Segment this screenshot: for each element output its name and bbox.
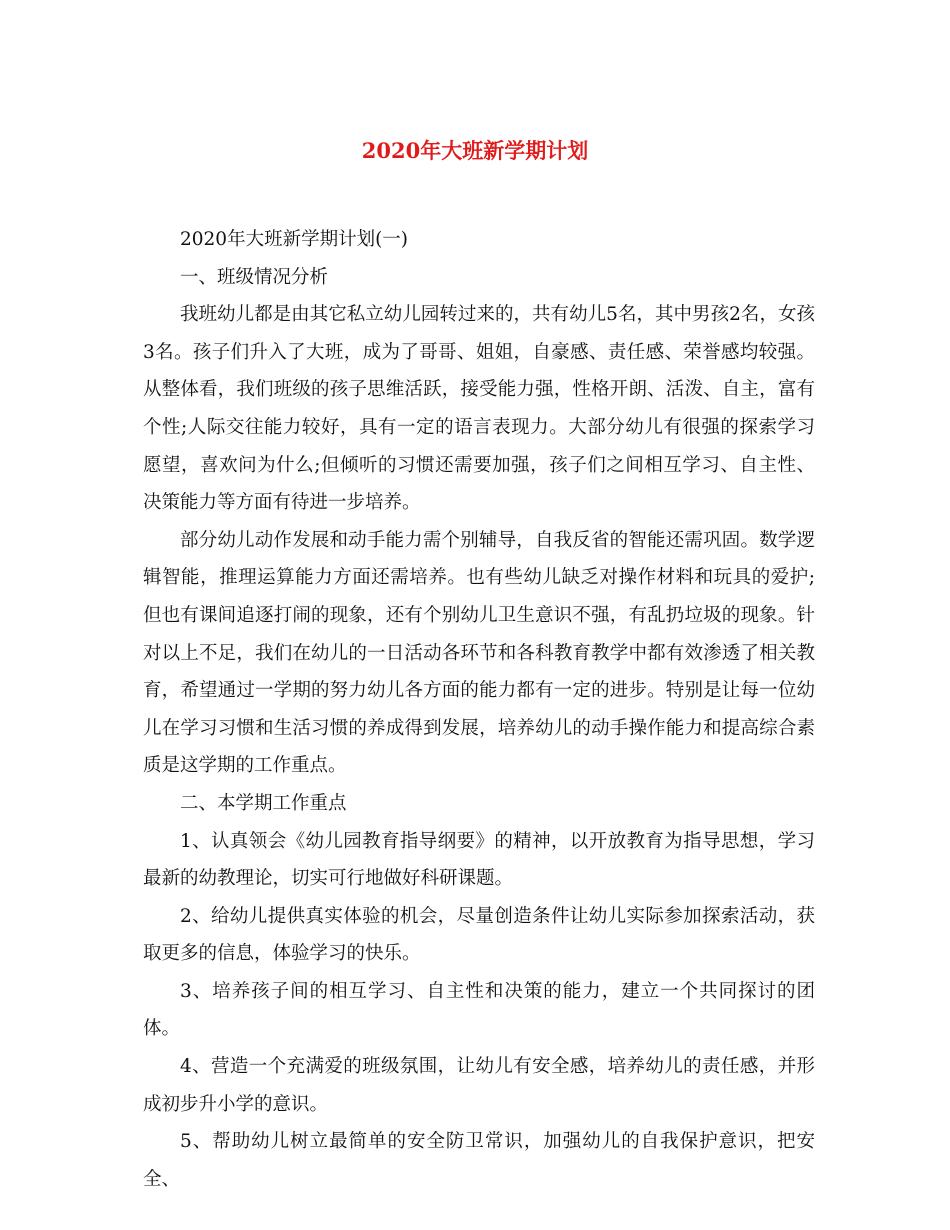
document-title: 2020年大班新学期计划 xyxy=(361,138,589,163)
list-item-3: 3、培养孩子间的相互学习、自主性和决策的能力，建立一个共同探讨的团体。 xyxy=(143,980,815,1040)
list-item-5: 5、帮助幼儿树立最简单的安全防卫常识，加强幼儿的自我保护意识，把安全、 xyxy=(143,1131,815,1190)
paragraph-subtitle: 2020年大班新学期计划(一) xyxy=(180,229,409,250)
document-body xyxy=(143,221,815,1198)
section-heading-work-focus: 二、本学期工作重点 xyxy=(180,792,347,814)
section-heading-class-analysis: 一、班级情况分析 xyxy=(180,266,329,288)
list-item-1: 1、认真领会《幼儿园教育指导纲要》的精神，以开放教育为指导思想，学习最新的幼教理论，切实可行地做好科研课题。 xyxy=(143,830,815,890)
list-item-4: 4、营造一个充满爱的班级氛围，让幼儿有安全感，培养幼儿的责任感，并形成初步升小学的意识。 xyxy=(143,1056,815,1115)
paragraph-shortcomings: 部分幼儿动作发展和动手能力需个别辅导，自我反省的智能还需巩固。数学逻辑智能，推理运算能力方面还需培养。也有些幼儿缺乏对操作材料和玩具的爱护;但也有课间追逐打闹的现象，还有个别幼儿卫生意识不强，有乱扔垃圾的现象。针对以上不足，我们在幼儿的一日活动各环节和各科教育教学中都有效渗透了相关教育，希望通过一学期的努力幼儿各方面的能力都有一定的进步。特别是让每一位幼儿在学习习惯和生活习惯的养成得到发展，培养幼儿的动手操作能力和提高综合素质是这学期的工作重点。 xyxy=(143,529,815,777)
list-item-2: 2、给幼儿提供真实体验的机会，尽量创造条件让幼儿实际参加探索活动，获取更多的信息，体验学习的快乐。 xyxy=(143,905,815,965)
paragraph-class-overview: 我班幼儿都是由其它私立幼儿园转过来的，共有幼儿5名，其中男孩2名，女孩3名。孩子们升入了大班，成为了哥哥、姐姐，自豪感、责任感、荣誉感均较强。从整体看，我们班级的孩子思维活跃，接受能力强，性格开朗、活泼、自主，富有个性;人际交往能力较好，具有一定的语言表现力。大部分幼儿有很强的探索学习愿望，喜欢问为什么;但倾听的习惯还需要加强，孩子们之间相互学习、自主性、决策能力等方面有待进一步培养。 xyxy=(143,304,815,514)
